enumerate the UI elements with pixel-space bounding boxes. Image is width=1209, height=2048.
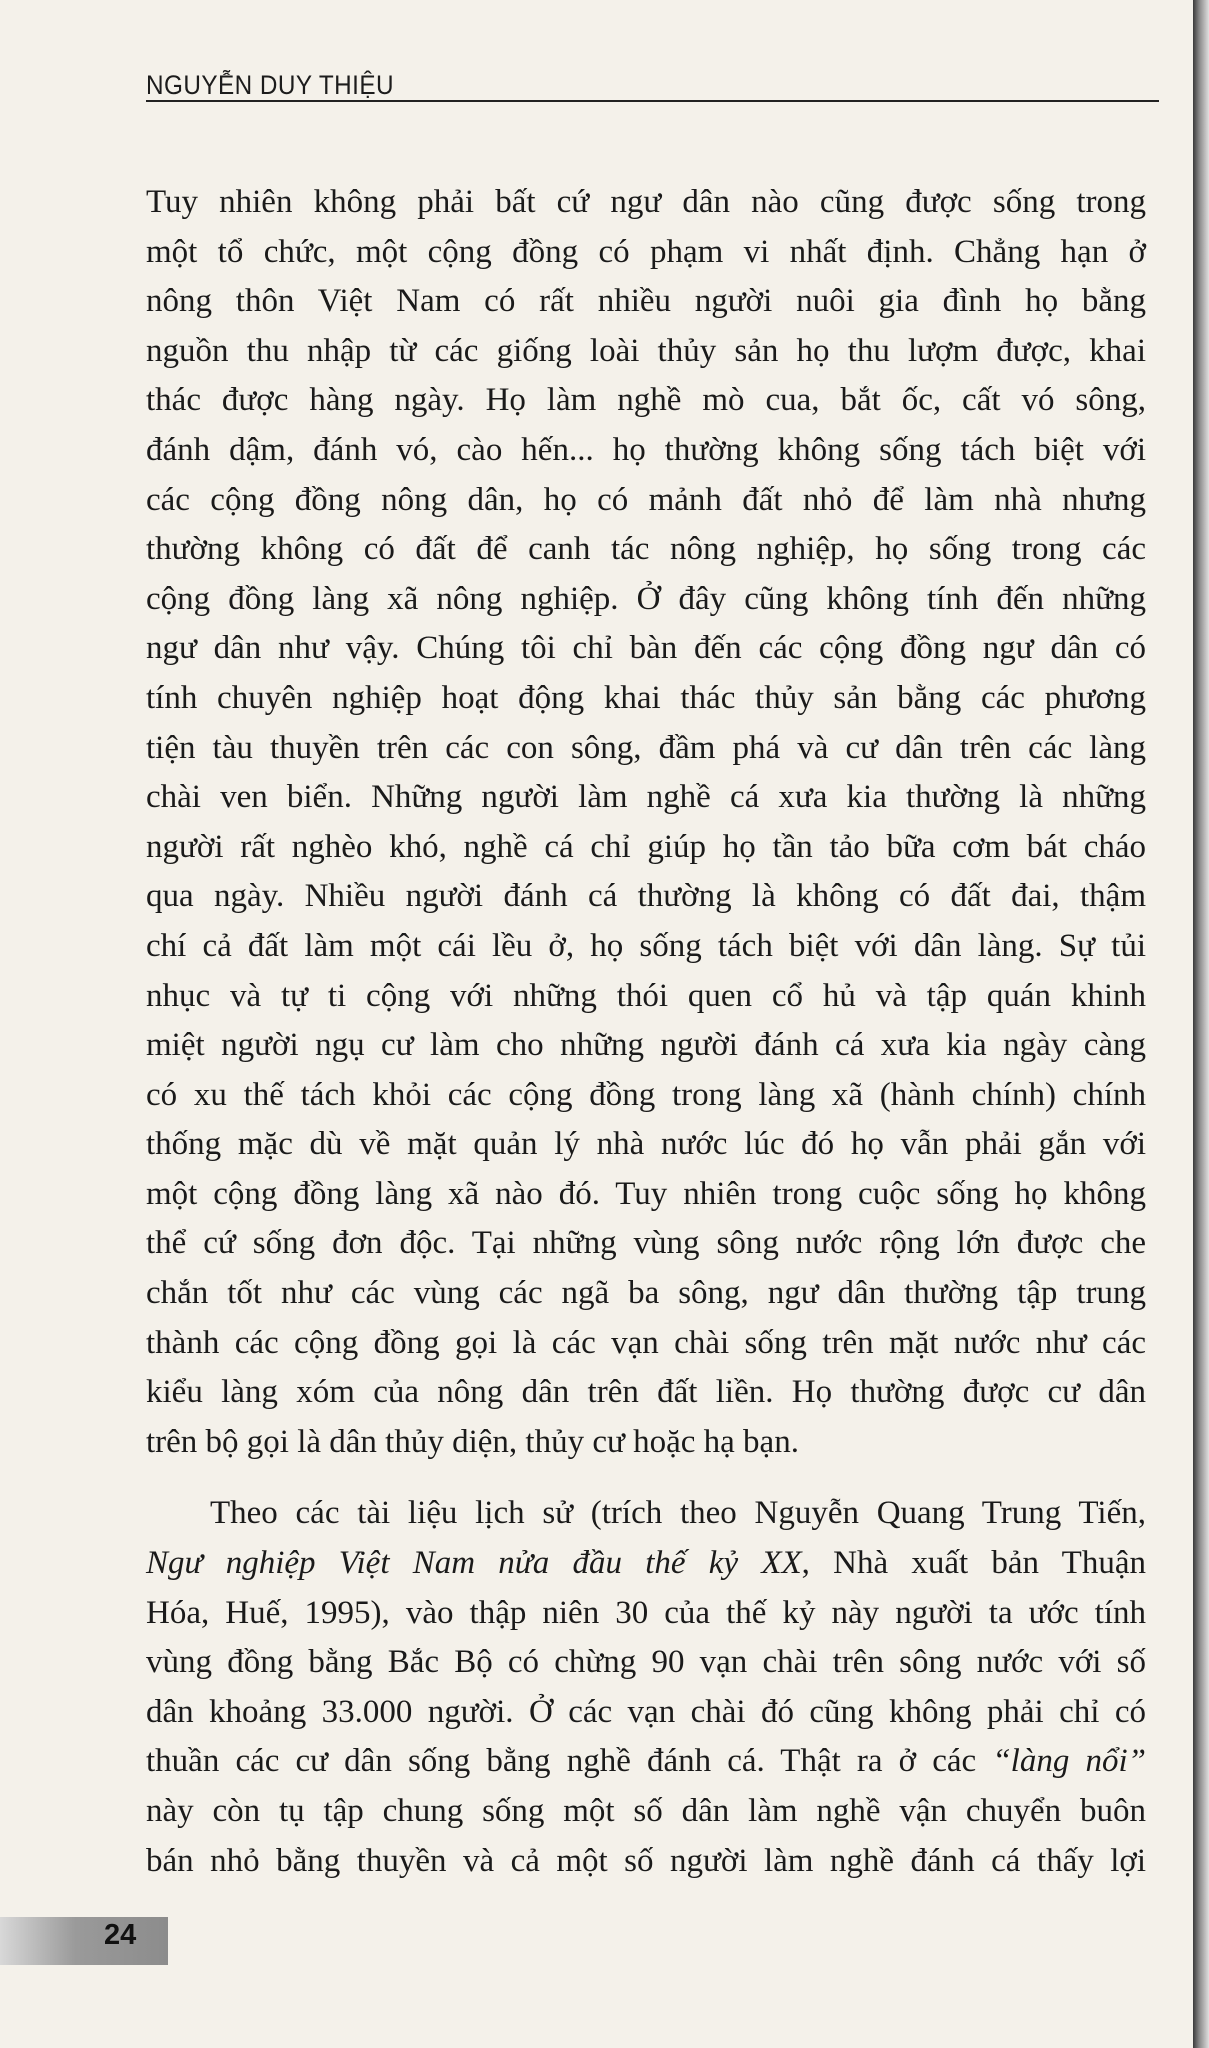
paragraph-1-line: miệt người ngụ cư làm cho những người đánh cá xưa kia ngày càng [146, 1027, 1146, 1064]
paragraph-1-line: người rất nghèo khó, nghề cá chỉ giúp họ tần tảo bữa cơm bát cháo [146, 828, 1146, 865]
paragraph-1-line: nông thôn Việt Nam có rất nhiều người nuôi gia đình họ bằng [146, 283, 1146, 320]
header-rule [146, 100, 1159, 102]
paragraph-1 [146, 178, 1146, 1467]
paragraph-2-line-2 [146, 1539, 1146, 1589]
paragraph-1-line: chài ven biển. Những người làm nghề cá xưa kia thường là những [146, 779, 1146, 816]
paragraph-2-line-3: Hóa, Huế, 1995), vào thập niên 30 của thế kỷ này người ta ước tính [146, 1594, 1146, 1631]
paragraph-1-line: đánh dậm, đánh vó, cào hến... họ thường không sống tách biệt với [146, 431, 1146, 468]
paragraph-1-line: một tổ chức, một cộng đồng có phạm vi nhất định. Chẳng hạn ở [146, 233, 1146, 270]
paragraph-2-line-5: dân khoảng 33.000 người. Ở các vạn chài đó cũng không phải chỉ có [146, 1693, 1146, 1730]
page-edge-shadow [1193, 0, 1209, 2048]
paragraph-2-line-6-text: thuần các cư dân sống bằng nghề đánh cá. Thật ra ở các [146, 1743, 993, 1780]
paragraph-1-line: chắn tốt như các vùng các ngã ba sông, ngư dân thường tập trung [146, 1275, 1146, 1312]
paragraph-1-line: cộng đồng làng xã nông nghiệp. Ở đây cũng không tính đến những [146, 580, 1146, 617]
paragraph-1-line: tính chuyên nghiệp hoạt động khai thác thủy sản bằng các phương [146, 679, 1146, 716]
book-title-italic: Ngư nghiệp Việt Nam nửa đầu thế kỷ XX [146, 1545, 802, 1582]
paragraph-1-line: có xu thế tách khỏi các cộng đồng trong làng xã (hành chính) chính [146, 1076, 1146, 1113]
paragraph-1-line: một cộng đồng làng xã nào đó. Tuy nhiên trong cuộc sống họ không [146, 1175, 1146, 1212]
page-number: 24 [104, 1919, 137, 1951]
paragraph-2 [146, 1489, 1146, 1886]
body-text [146, 178, 1146, 1886]
paragraph-2-line-1: Theo các tài liệu lịch sử (trích theo Nguyễn Quang Trung Tiến, [210, 1495, 1146, 1532]
paragraph-1-line: thành các cộng đồng gọi là các vạn chài sống trên mặt nước như các [146, 1324, 1146, 1361]
paragraph-1-line: qua ngày. Nhiều người đánh cá thường là không có đất đai, thậm [146, 878, 1146, 915]
paragraph-1-line: nguồn thu nhập từ các giống loài thủy sản họ thu lượm được, khai [146, 332, 1146, 369]
paragraph-1-line: nhục và tự ti cộng với những thói quen cổ hủ và tập quán khinh [146, 977, 1146, 1014]
paragraph-1-line: trên bộ gọi là dân thủy diện, thủy cư hoặc hạ bạn. [146, 1423, 799, 1460]
paragraph-1-line: thường không có đất để canh tác nông nghiệp, họ sống trong các [146, 531, 1146, 568]
paragraph-1-line: ngư dân như vậy. Chúng tôi chỉ bàn đến các cộng đồng ngư dân có [146, 630, 1146, 667]
paragraph-2-line-4: vùng đồng bằng Bắc Bộ có chừng 90 vạn chài trên sông nước với số [146, 1644, 1146, 1681]
paragraph-2-line-7: này còn tụ tập chung sống một số dân làm nghề vận chuyển buôn [146, 1793, 1146, 1829]
paragraph-1-line: Tuy nhiên không phải bất cứ ngư dân nào cũng được sống trong [146, 184, 1146, 220]
paragraph-2-line-8: bán nhỏ bằng thuyền và cả một số người làm nghề đánh cá thấy lợi [146, 1842, 1146, 1879]
paragraph-1-line: thống mặc dù về mặt quản lý nhà nước lúc đó họ vẫn phải gắn với [146, 1126, 1146, 1163]
lang-noi-italic: “làng nổi” [992, 1743, 1146, 1780]
paragraph-2-line-2-rest: , Nhà xuất bản Thuận [801, 1545, 1146, 1582]
paragraph-1-line: các cộng đồng nông dân, họ có mảnh đất nhỏ để làm nhà nhưng [146, 481, 1146, 518]
paragraph-2-line-6 [146, 1737, 1146, 1787]
running-head-author: NGUYỄN DUY THIỆU [146, 70, 395, 100]
paragraph-1-line: thác được hàng ngày. Họ làm nghề mò cua, bắt ốc, cất vó sông, [146, 382, 1146, 419]
page-number-tab [0, 1917, 168, 1965]
paragraph-1-line: tiện tàu thuyền trên các con sông, đầm phá và cư dân trên các làng [146, 729, 1146, 766]
paragraph-1-line: kiểu làng xóm của nông dân trên đất liền. Họ thường được cư dân [146, 1374, 1146, 1411]
paragraph-1-line: chí cả đất làm một cái lều ở, họ sống tách biệt với dân làng. Sự tủi [146, 927, 1146, 964]
paragraph-1-line: thể cứ sống đơn độc. Tại những vùng sông nước rộng lớn được che [146, 1225, 1146, 1262]
